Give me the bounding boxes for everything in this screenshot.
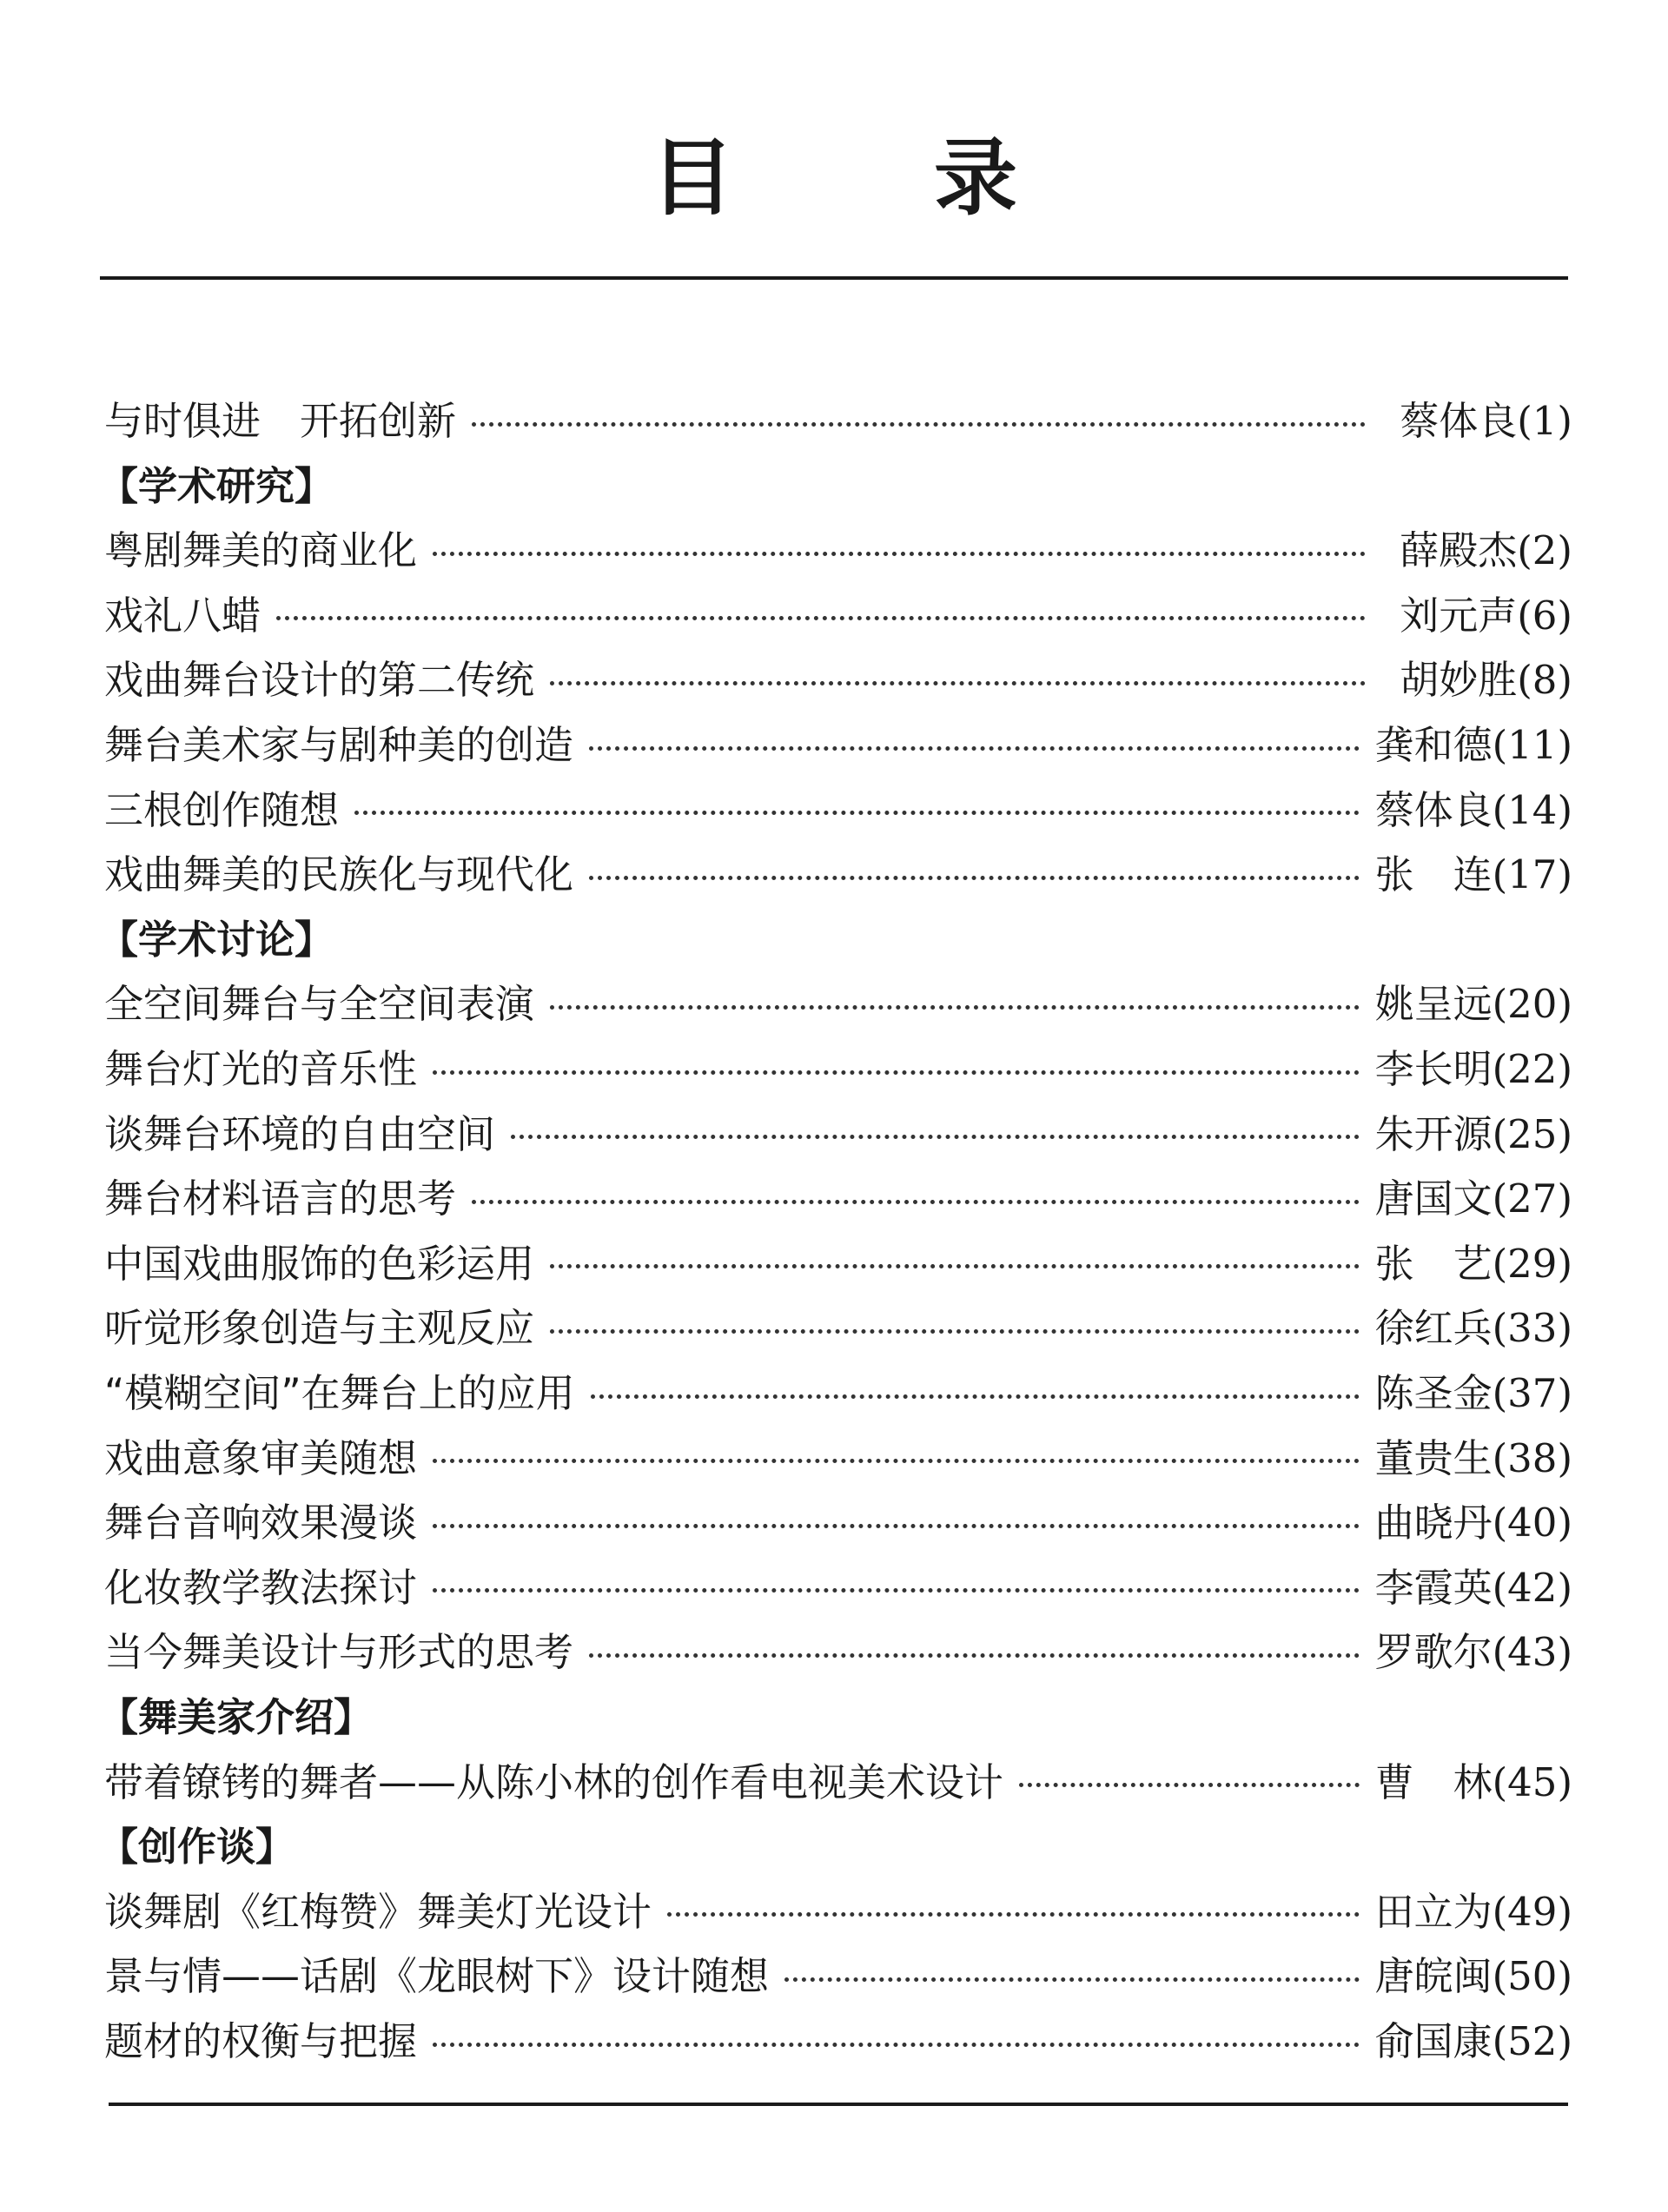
dot-leader: [589, 1653, 1360, 1658]
entry-title: 题材的权衡与把握: [104, 2018, 418, 2064]
entry-title: 景与情——话剧《龙眼树下》设计随想: [104, 1953, 770, 2000]
top-divider: [100, 276, 1568, 280]
entry-page-number: (49): [1492, 1888, 1572, 1935]
entry-author-page: [1375, 1622, 1572, 1683]
entry-title: 谈舞台环境的自由空间: [104, 1110, 496, 1157]
entry-author: 曹 林: [1374, 1758, 1493, 1805]
entry-author: 田立为: [1374, 1888, 1493, 1935]
section-heading: 【学术研究】: [99, 462, 334, 509]
entry-page-number: (43): [1492, 1629, 1572, 1676]
entry-author: 刘元声: [1400, 592, 1518, 639]
entry-author: 董贵生: [1374, 1434, 1493, 1481]
entry-author: 薛殿杰: [1400, 527, 1518, 574]
entry-author: 唐国文: [1374, 1176, 1493, 1222]
entry-author-page: [1381, 520, 1572, 581]
toc-entry[interactable]: [104, 520, 1572, 581]
entry-author-page: [1375, 715, 1572, 776]
entry-author-page: [1375, 1558, 1572, 1619]
dot-leader: [550, 1329, 1360, 1334]
entry-author: 张 连: [1374, 851, 1493, 898]
dot-leader: [276, 616, 1366, 620]
toc-entry[interactable]: [104, 391, 1572, 452]
entry-page-number: (29): [1492, 1240, 1572, 1287]
entry-page-number: (11): [1492, 722, 1572, 768]
entry-page-number: (14): [1492, 786, 1572, 833]
entry-page-number: (50): [1492, 1953, 1572, 2000]
entry-title: 舞台美术家与剧种美的创造: [104, 722, 574, 768]
entry-author: 朱开源: [1374, 1110, 1493, 1157]
entry-author-page: [1375, 1882, 1572, 1943]
entry-author-page: [1375, 844, 1572, 905]
entry-title: 粤剧舞美的商业化: [104, 527, 418, 574]
toc-entry[interactable]: [104, 974, 1572, 1035]
dot-leader: [433, 1524, 1360, 1528]
entry-page-number: (38): [1492, 1434, 1572, 1481]
entry-author-page: [1375, 1493, 1572, 1553]
entry-title: 舞台灯光的音乐性: [104, 1046, 418, 1092]
entry-author-page: [1381, 586, 1572, 646]
entry-title: “模糊空间”在舞台上的应用: [104, 1370, 575, 1416]
entry-title: 舞台材料语言的思考: [104, 1176, 457, 1222]
section-heading: 【舞美家介绍】: [99, 1694, 374, 1740]
entry-page-number: (25): [1492, 1110, 1572, 1157]
toc-entry[interactable]: [104, 715, 1572, 776]
entry-title: 戏礼八蜡: [104, 592, 261, 639]
entry-page-number: (2): [1517, 527, 1572, 574]
entry-author: 姚呈远: [1374, 981, 1493, 1028]
entry-title: 三根创作随想: [104, 786, 340, 833]
bottom-divider: [109, 2103, 1568, 2106]
entry-author: 蔡体良: [1374, 786, 1493, 833]
title-char-1: 目: [651, 129, 734, 227]
entry-title: 化妆教学教法探讨: [104, 1564, 418, 1611]
dot-leader: [1019, 1783, 1360, 1787]
entry-author-page: [1375, 780, 1572, 841]
entry-page-number: (37): [1492, 1370, 1572, 1416]
entry-page-number: (8): [1517, 657, 1572, 704]
entry-author: 李长明: [1374, 1046, 1493, 1092]
dot-leader: [433, 1070, 1360, 1075]
entry-title: 全空间舞台与全空间表演: [104, 981, 535, 1028]
entry-author: 李霞英: [1374, 1564, 1493, 1611]
toc-entry[interactable]: [104, 1882, 1572, 1943]
dot-leader: [511, 1135, 1360, 1139]
entry-page-number: (52): [1492, 2018, 1572, 2064]
entry-author: 俞国康: [1374, 2018, 1493, 2064]
entry-page-number: (17): [1492, 851, 1572, 898]
toc-entry[interactable]: [104, 1558, 1572, 1619]
toc-entry[interactable]: [104, 1428, 1572, 1489]
entry-title: 与时俱进 开拓创新: [104, 398, 457, 444]
entry-author-page: [1375, 2011, 1572, 2072]
entry-page-number: (6): [1517, 592, 1572, 639]
dot-leader: [550, 681, 1366, 685]
entry-title: 舞台音响效果漫谈: [104, 1500, 418, 1546]
toc-entry[interactable]: [104, 1039, 1572, 1100]
entry-title: 戏曲舞美的民族化与现代化: [104, 851, 574, 898]
dot-leader: [472, 1200, 1360, 1204]
section-heading: 【学术讨论】: [99, 916, 334, 963]
entry-page-number: (22): [1492, 1046, 1572, 1092]
toc-entry[interactable]: [104, 1493, 1572, 1553]
toc-entry[interactable]: [104, 1752, 1572, 1813]
entry-title: 中国戏曲服饰的色彩运用: [104, 1240, 535, 1287]
toc-entry[interactable]: [104, 1622, 1572, 1683]
entry-author: 张 艺: [1374, 1240, 1493, 1287]
entry-title: 带着镣铐的舞者——从陈小林的创作看电视美术设计: [104, 1758, 1004, 1805]
entry-author-page: [1375, 1752, 1572, 1813]
entry-page-number: (20): [1492, 981, 1572, 1028]
entry-page-number: (42): [1492, 1564, 1572, 1611]
section-heading: 【创作谈】: [99, 1824, 295, 1871]
dot-leader: [550, 1005, 1360, 1010]
entry-author: 罗歌尔: [1374, 1629, 1493, 1676]
entry-author: 蔡体良: [1400, 398, 1518, 444]
toc-entry[interactable]: [104, 780, 1572, 841]
entry-author-page: [1375, 1363, 1572, 1424]
dot-leader: [433, 2043, 1360, 2047]
dot-leader: [433, 1588, 1360, 1593]
entry-page-number: (1): [1517, 398, 1572, 444]
entry-author-page: [1375, 974, 1572, 1035]
entry-author-page: [1375, 1298, 1572, 1359]
toc-entry[interactable]: [104, 1169, 1572, 1229]
toc-entry[interactable]: [104, 650, 1572, 711]
toc-entry[interactable]: [104, 1363, 1572, 1424]
entry-author-page: [1375, 1234, 1572, 1295]
title-char-2: 录: [934, 129, 1017, 227]
dot-leader: [433, 552, 1366, 556]
entry-author-page: [1381, 650, 1572, 711]
entry-page-number: (33): [1492, 1305, 1572, 1352]
entry-page-number: (27): [1492, 1176, 1572, 1222]
toc-entry[interactable]: [104, 844, 1572, 905]
toc-entry[interactable]: [104, 1298, 1572, 1359]
entry-title: 戏曲舞台设计的第二传统: [104, 657, 535, 704]
toc-entry[interactable]: [104, 1104, 1572, 1165]
entry-title: 当今舞美设计与形式的思考: [104, 1629, 574, 1676]
entry-author: 徐红兵: [1374, 1305, 1493, 1352]
dot-leader: [667, 1912, 1360, 1917]
toc-entry[interactable]: [104, 1234, 1572, 1295]
toc-entry[interactable]: [104, 2011, 1572, 2072]
entry-author: 曲晓丹: [1374, 1500, 1493, 1546]
entry-author: 胡妙胜: [1400, 657, 1518, 704]
entry-title: 谈舞剧《红梅赞》舞美灯光设计: [104, 1888, 652, 1935]
dot-leader: [589, 746, 1360, 751]
entry-title: 听觉形象创造与主观反应: [104, 1305, 535, 1352]
toc-entry[interactable]: [104, 586, 1572, 646]
entry-author-page: [1375, 1428, 1572, 1489]
entry-author-page: [1375, 1946, 1572, 2007]
entry-author: 唐皖闽: [1374, 1953, 1493, 2000]
dot-leader: [472, 422, 1366, 427]
entry-page-number: (40): [1492, 1500, 1572, 1546]
entry-title: 戏曲意象审美随想: [104, 1434, 418, 1481]
page-title: [0, 130, 1668, 226]
dot-leader: [784, 1977, 1360, 1982]
entry-author-page: [1381, 391, 1572, 452]
dot-leader: [550, 1264, 1360, 1268]
entry-author-page: [1375, 1039, 1572, 1100]
entry-page-number: (45): [1492, 1758, 1572, 1805]
dot-leader: [591, 1394, 1360, 1399]
entry-author: 陈圣金: [1374, 1370, 1493, 1416]
toc-entry[interactable]: [104, 1946, 1572, 2007]
dot-leader: [354, 811, 1360, 815]
entry-author-page: [1375, 1169, 1572, 1229]
dot-leader: [589, 876, 1360, 880]
dot-leader: [433, 1459, 1360, 1463]
entry-author-page: [1375, 1104, 1572, 1165]
entry-author: 龚和德: [1374, 722, 1493, 768]
